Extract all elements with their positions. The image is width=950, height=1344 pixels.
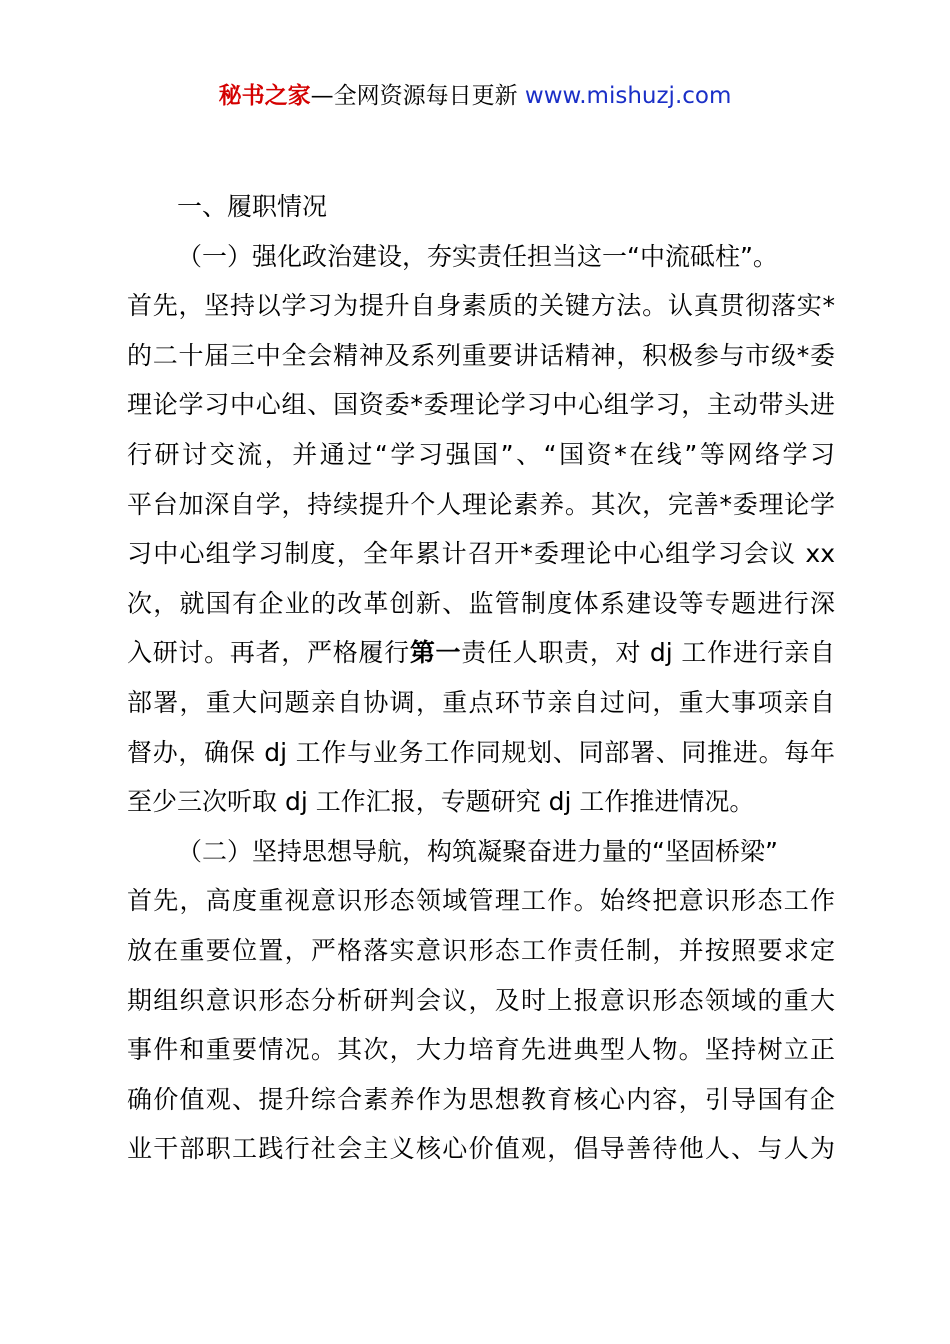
paragraph-line: 理论学习中心组、国资委*委理论学习中心组学习，主动带头进 bbox=[127, 390, 835, 420]
line-text-before: 入研讨。再者，严格履行 bbox=[127, 638, 410, 668]
site-header bbox=[0, 80, 950, 112]
site-tagline: —全网资源每日更新 bbox=[310, 83, 525, 109]
paragraph-line: 至少三次听取 dj 工作汇报，专题研究 dj 工作推进情况。 bbox=[127, 787, 755, 817]
paragraph-line: 的二十届三中全会精神及系列重要讲话精神，积极参与市级*委 bbox=[127, 340, 835, 370]
paragraph-line bbox=[127, 628, 835, 678]
paragraph-line: 业干部职工践行社会主义核心价值观，倡导善待他人、与人为 bbox=[127, 1134, 835, 1164]
site-url-link[interactable]: www.mishuzj.com bbox=[524, 83, 732, 109]
paragraph-line: 期组织意识形态分析研判会议，及时上报意识形态领域的重大 bbox=[127, 985, 835, 1015]
section-heading: 一、履职情况 bbox=[177, 192, 328, 221]
subsection-heading-2: （二）坚持思想导航，构筑凝聚奋进力量的“坚固桥梁” bbox=[177, 836, 778, 866]
bold-text: 第一 bbox=[409, 638, 462, 668]
paragraph-line: 确价值观、提升综合素养作为思想教育核心内容，引导国有企 bbox=[127, 1084, 835, 1114]
paragraph-line: 行研讨交流，并通过“学习强国”、“国资*在线”等网络学习 bbox=[127, 439, 835, 469]
paragraph-line: 平台加深自学，持续提升个人理论素养。其次，完善*委理论学 bbox=[127, 489, 835, 519]
paragraph-line: 部署，重大问题亲自协调，重点环节亲自过问，重大事项亲自 bbox=[127, 687, 835, 717]
paragraph-line: 放在重要位置，严格落实意识形态工作责任制，并按照要求定 bbox=[127, 935, 835, 965]
paragraph-line: 首先，高度重视意识形态领域管理工作。始终把意识形态工作 bbox=[127, 886, 835, 916]
paragraph-line: 习中心组学习制度，全年累计召开*委理论中心组学习会议 xx bbox=[127, 539, 835, 569]
paragraph-line: 事件和重要情况。其次，大力培育先进典型人物。坚持树立正 bbox=[127, 1035, 835, 1065]
document-body bbox=[127, 182, 835, 1174]
subsection-heading-1: （一）强化政治建设，夯实责任担当这一“中流砥柱”。 bbox=[177, 241, 778, 271]
paragraph-line: 次，就国有企业的改革创新、监管制度体系建设等专题进行深 bbox=[127, 588, 835, 618]
paragraph-line: 首先，坚持以学习为提升自身素质的关键方法。认真贯彻落实* bbox=[127, 291, 835, 321]
line-text-after: 责任人职责，对 dj 工作进行亲自 bbox=[461, 638, 835, 668]
site-brand: 秘书之家 bbox=[218, 83, 311, 109]
paragraph-line: 督办，确保 dj 工作与业务工作同规划、同部署、同推进。每年 bbox=[127, 737, 835, 767]
